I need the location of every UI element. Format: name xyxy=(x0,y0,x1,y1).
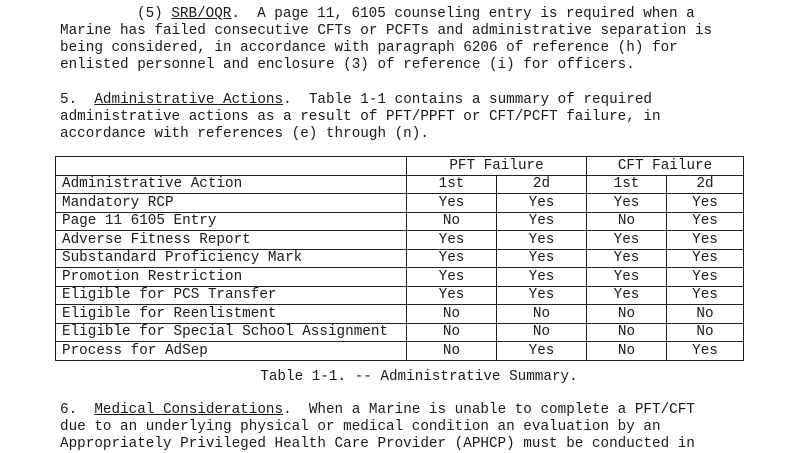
para5-line1-rest: . A page 11, 6105 counseling entry is required when a xyxy=(231,6,695,22)
action-cell: Substandard Proficiency Mark xyxy=(56,249,407,268)
action-cell: Page 11 6105 Entry xyxy=(56,212,407,231)
value-cell: Yes xyxy=(667,194,744,213)
value-cell: No xyxy=(407,212,497,231)
table-row xyxy=(56,342,744,361)
section6-line3: Appropriately Privileged Health Care Provider (APHCP) must be conducted in xyxy=(60,436,695,452)
value-cell: Yes xyxy=(407,249,497,268)
table-caption: Table 1-1. -- Administrative Summary. xyxy=(260,369,578,385)
value-cell: Yes xyxy=(587,249,667,268)
para5-prefix: (5) xyxy=(137,6,172,22)
action-cell: Mandatory RCP xyxy=(56,194,407,213)
para5-line4: enlisted personnel and enclosure (3) of reference (i) for officers. xyxy=(60,57,635,73)
value-cell: Yes xyxy=(497,286,587,305)
para5-term: SRB/OQR xyxy=(171,6,232,22)
value-cell: Yes xyxy=(497,342,587,361)
section6-line2: due to an underlying physical or medical condition an evaluation by an xyxy=(60,419,661,435)
value-cell: Yes xyxy=(667,249,744,268)
value-cell: Yes xyxy=(587,286,667,305)
action-cell: Adverse Fitness Report xyxy=(56,231,407,250)
para5-line3: being considered, in accordance with paragraph 6206 of reference (h) for xyxy=(60,40,678,56)
value-cell: Yes xyxy=(667,231,744,250)
table-row xyxy=(56,249,744,268)
section5-line3: accordance with references (e) through (n). xyxy=(60,126,429,142)
value-cell: Yes xyxy=(587,231,667,250)
section6-line1 xyxy=(60,402,695,419)
value-cell: Yes xyxy=(667,212,744,231)
table-row xyxy=(56,305,744,324)
value-cell: Yes xyxy=(497,231,587,250)
value-cell: Yes xyxy=(667,268,744,287)
value-cell: Yes xyxy=(587,268,667,287)
section5-line1 xyxy=(60,92,652,109)
value-cell: No xyxy=(667,305,744,324)
pft-2d-header: 2d xyxy=(497,175,587,194)
table-sub-header-row xyxy=(56,175,744,194)
section5-number: 5. xyxy=(60,92,95,108)
table-row xyxy=(56,212,744,231)
section6-number: 6. xyxy=(60,402,95,418)
value-cell: No xyxy=(497,323,587,342)
value-cell: Yes xyxy=(407,268,497,287)
value-cell: Yes xyxy=(407,194,497,213)
value-cell: Yes xyxy=(407,231,497,250)
para5-line2: Marine has failed consecutive CFTs or PCFTs and administrative separation is xyxy=(60,23,713,39)
table-row xyxy=(56,194,744,213)
action-cell: Eligible for PCS Transfer xyxy=(56,286,407,305)
cft-failure-header: CFT Failure xyxy=(587,157,744,176)
action-cell: Eligible for Reenlistment xyxy=(56,305,407,324)
value-cell: No xyxy=(587,212,667,231)
pft-1st-header: 1st xyxy=(407,175,497,194)
value-cell: No xyxy=(667,323,744,342)
table-corner-cell xyxy=(56,157,407,176)
value-cell: Yes xyxy=(497,249,587,268)
value-cell: No xyxy=(407,342,497,361)
action-cell: Eligible for Special School Assignment xyxy=(56,323,407,342)
table-row xyxy=(56,268,744,287)
section6-heading: Medical Considerations xyxy=(94,402,284,418)
action-cell: Process for AdSep xyxy=(56,342,407,361)
table-group-header-row xyxy=(56,157,744,176)
table-row xyxy=(56,323,744,342)
value-cell: No xyxy=(587,323,667,342)
value-cell: Yes xyxy=(667,342,744,361)
section5-line1-rest: . Table 1-1 contains a summary of required xyxy=(283,92,652,108)
table-row xyxy=(56,231,744,250)
section6-line1-rest: . When a Marine is unable to complete a PFT/CFT xyxy=(283,402,695,418)
administrative-action-header: Administrative Action xyxy=(56,175,407,194)
value-cell: Yes xyxy=(407,286,497,305)
value-cell: No xyxy=(587,342,667,361)
cft-1st-header: 1st xyxy=(587,175,667,194)
value-cell: Yes xyxy=(667,286,744,305)
value-cell: Yes xyxy=(587,194,667,213)
pft-failure-header: PFT Failure xyxy=(407,157,587,176)
value-cell: No xyxy=(587,305,667,324)
section5-heading: Administrative Actions xyxy=(94,92,284,108)
value-cell: No xyxy=(407,323,497,342)
value-cell: Yes xyxy=(497,268,587,287)
section5-line2: administrative actions as a result of PFT/PPFT or CFT/PCFT failure, in xyxy=(60,109,661,125)
administrative-summary-table xyxy=(55,156,744,361)
cft-2d-header: 2d xyxy=(667,175,744,194)
para5-line1 xyxy=(137,6,695,23)
value-cell: No xyxy=(497,305,587,324)
value-cell: No xyxy=(407,305,497,324)
action-cell: Promotion Restriction xyxy=(56,268,407,287)
value-cell: Yes xyxy=(497,194,587,213)
value-cell: Yes xyxy=(497,212,587,231)
table-row xyxy=(56,286,744,305)
